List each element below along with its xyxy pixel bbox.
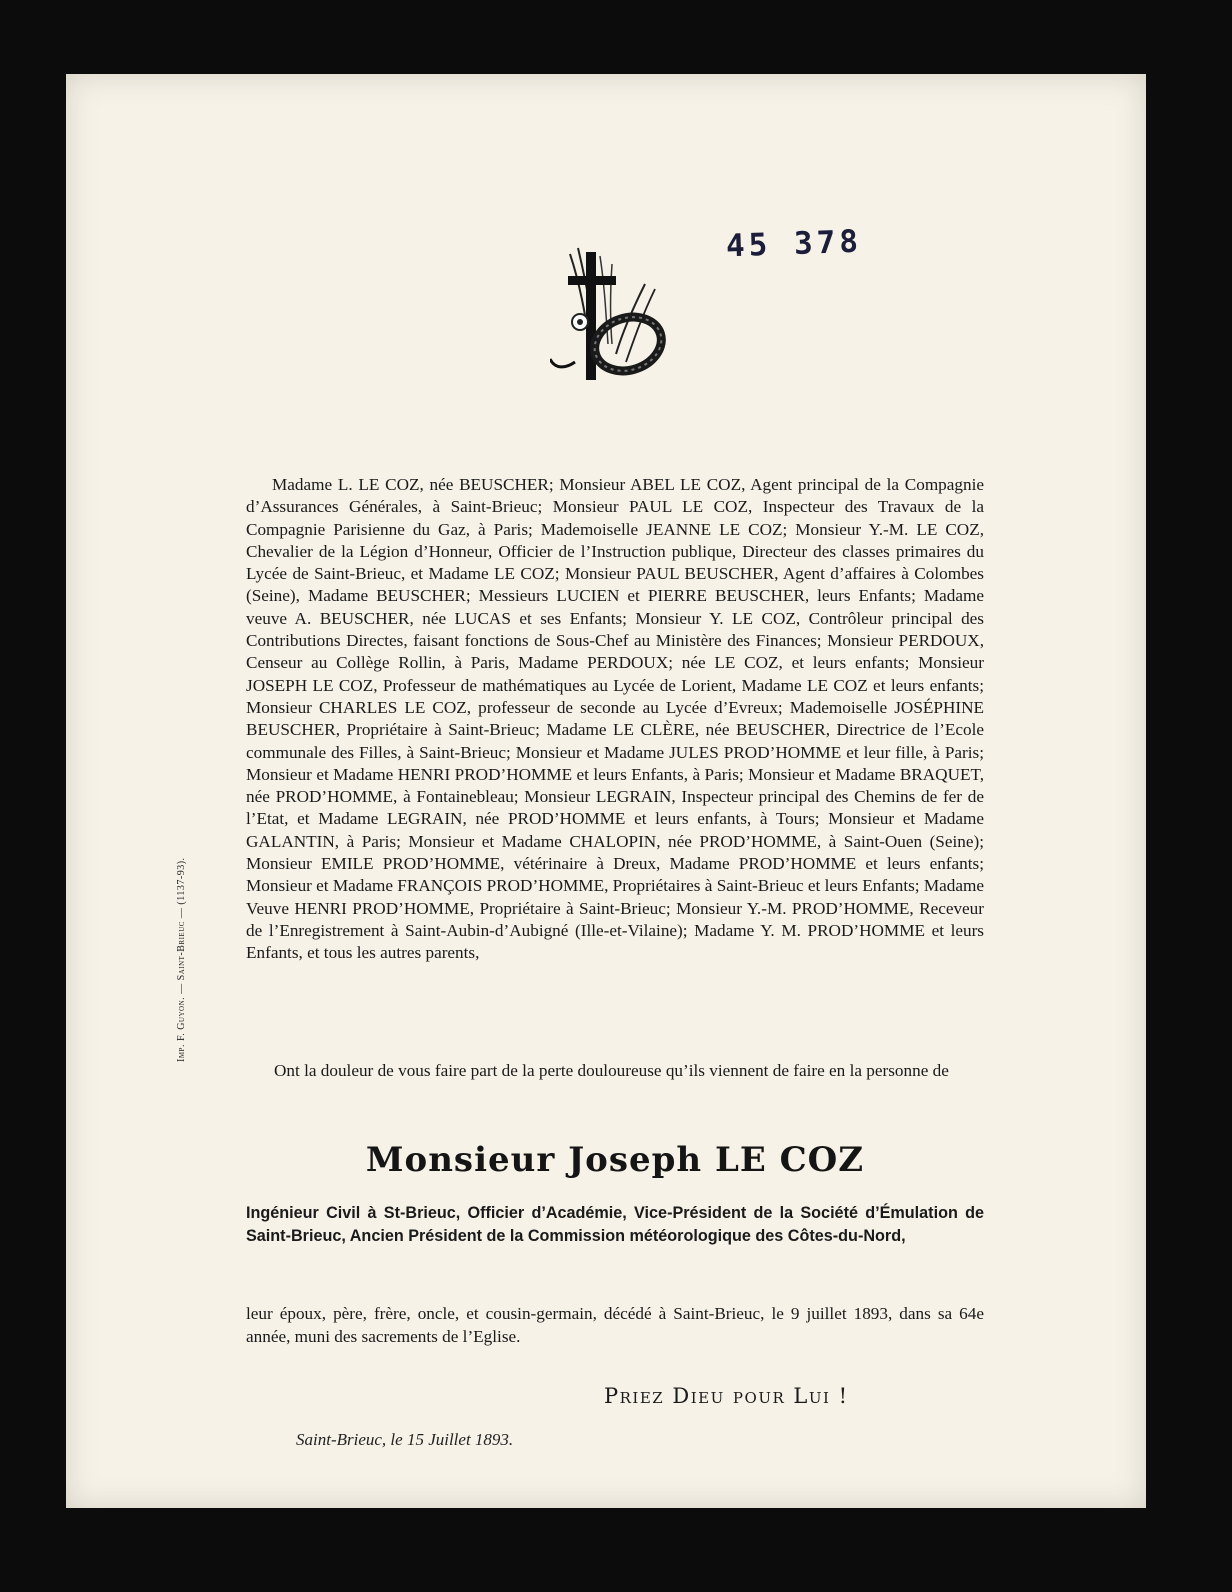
deceased-titles: Ingénieur Civil à St-Brieuc, Officier d’Académie, Vice-Président de la Société d’Émulation de Saint-Brieuc, Ancien Président de la Commission météorologique des Côtes-du-Nord,: [246, 1204, 984, 1245]
place-and-date: Saint-Brieuc, le 15 Juillet 1893.: [296, 1430, 514, 1449]
deceased-name: Monsieur Joseph LE COZ: [365, 1140, 865, 1180]
printer-imprint: Imp. F. Guyon. — Saint-Brieuc — (1137-93).: [176, 857, 187, 1062]
cross-wreath-emblem: [550, 244, 680, 389]
announcement-intro: Ont la douleur de vous faire part de la perte douloureuse qu’ils viennent de faire en la personne de: [274, 1061, 949, 1080]
prayer-line: Priez Dieu pour Lui !: [604, 1384, 849, 1408]
death-details: leur époux, père, frère, oncle, et cousin-germain, décédé à Saint-Brieuc, le 9 juillet 1893, dans sa 64e année, muni des sacrements de l’Eglise.: [246, 1304, 984, 1346]
family-list-paragraph: Madame L. LE COZ, née BEUSCHER; Monsieur ABEL LE COZ, Agent principal de la Compagnie d’Assurances Générales, à Saint-Brieuc; Monsieur PAUL LE COZ, Inspecteur des Travaux de la Compagnie Parisienne du Gaz, à Paris; Mademoiselle JEANNE LE COZ; Monsieur Y.-M. LE COZ, Chevalier de la Légion d’Honneur, Officier de l’Instruction publique, Directeur des classes primaires du Lycée de Saint-Brieuc, et Madame LE COZ; Monsieur PAUL BEUSCHER, Agent d’affaires à Colombes (Seine), Madame BEUSCHER; Messieurs LUCIEN et PIERRE BEUSCHER, leurs Enfants; Madame veuve A. BEUSCHER, née LUCAS et ses Enfants; Monsieur Y. LE COZ, Contrôleur principal des Contributions Directes, faisant fonctions de Sous-Chef au Ministère des Finances; Monsieur PERDOUX, Censeur au Collège Rollin, à Paris, Madame PERDOUX; née LE COZ, et leurs enfants; Monsieur JOSEPH LE COZ, Professeur de mathématiques au Lycée de Lorient, Madame LE COZ et leurs enfants; Monsieur CHARLES LE COZ, professeur de seconde au Lycée d’Evreux; Mademoiselle JOSÉPHINE BEUSCHER, Propriétaire à Saint-Brieuc; Madame LE CLÈRE, née BEUSCHER, Directrice de l’Ecole communale des Filles, à Saint-Brieuc; Monsieur et Madame JULES PROD’HOMME et leur fille, à Paris; Monsieur et Madame HENRI PROD’HOMME et leurs Enfants, à Paris; Monsieur et Madame BRAQUET, née PROD’HOMME, à Fontainebleau; Monsieur LEGRAIN, Inspecteur principal des Chemins de fer de l’Etat, et Madame LEGRAIN, née PROD’HOMME et leurs enfants, à Tours; Monsieur et Madame GALANTIN, à Paris; Monsieur et Madame CHALOPIN, née PROD’HOMME, à Saint-Ouen (Seine); Monsieur EMILE PROD’HOMME, vétérinaire à Dreux, Madame PROD’HOMME et leurs enfants; Monsieur et Madame FRANÇOIS PROD’HOMME, Propriétaires à Saint-Brieuc et leurs Enfants; Madame Veuve HENRI PROD’HOMME, Propriétaire à Saint-Brieuc; Monsieur Y.-M. PROD’HOMME, Receveur de l’Enregistrement à Saint-Aubin-d’Aubigné (Ille-et-Vilaine); Madame Y. M. PROD’HOMME et leurs Enfants, et tous les autres parents,: [246, 475, 984, 963]
registry-number: 45 378: [725, 223, 863, 265]
